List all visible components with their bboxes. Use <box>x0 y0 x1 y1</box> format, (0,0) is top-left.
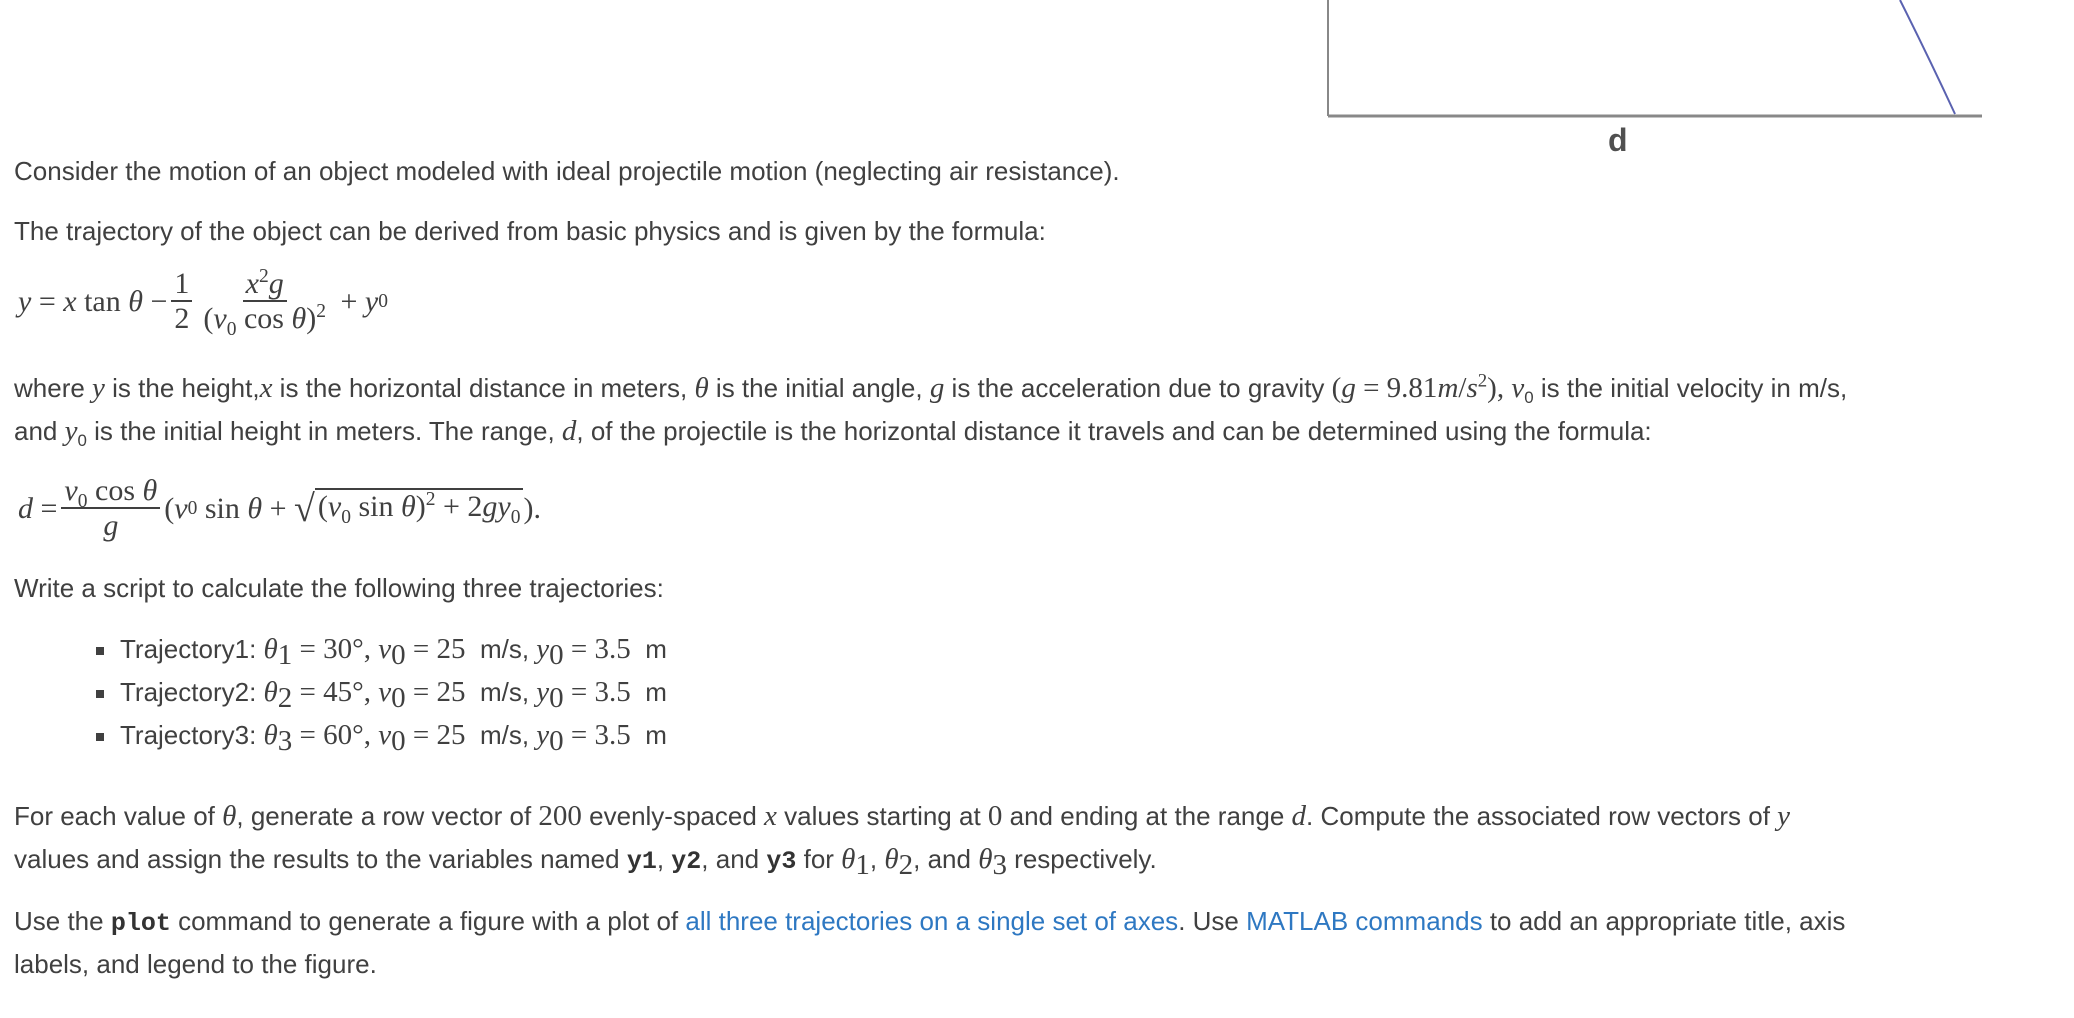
trajectory-list <box>90 628 667 757</box>
link-matlab-commands[interactable]: MATLAB commands <box>1246 906 1483 936</box>
trajectory-formula: y = x tan θ − $\frac{1}{2}$ $\frac{x^2g}{(v_0 \cos \theta)^2}$ + y 0 <box>18 266 388 340</box>
range-label-d: d <box>1608 122 1628 158</box>
trajectory-intro-paragraph: The trajectory of the object can be derived from basic physics and is given by the formula: <box>14 216 1046 246</box>
range-formula: d = $\frac{v_0 \cos \theta}{g}$ ( v 0 sin θ + √ ($v_0$ $\sin \theta)^2 + 2gy_0$ ). <box>18 474 541 542</box>
list-item: Trajectory3: $\theta_3 = 60^\circ$, $v_0 = 25$ m/s, $y_0 = 3.5$ m <box>90 714 667 757</box>
foreach-paragraph-line1: For each value of θ, generate a row vector of 200 evenly-spaced x values starting at 0 and ending at the range d. Compute the associated row vectors of y <box>14 800 1791 832</box>
script-prompt: Write a script to calculate the following three trajectories: <box>14 573 664 603</box>
where-paragraph-line1: where y is the height,x is the horizontal distance in meters, θ is the initial angle, g is the acceleration due to gravity $(g = 9.81m/s^2)$, $v_0$ is the initial velocity in m/s, <box>14 370 1848 408</box>
link-single-axes[interactable]: all three trajectories on a single set of axes <box>685 906 1179 936</box>
list-item: Trajectory2: $\theta_2 = 45^\circ$, $v_0 = 25$ m/s, $y_0 = 3.5$ m <box>90 671 667 714</box>
projectile-diagram <box>1320 0 2000 170</box>
plot-paragraph-line1: Use the plot command to generate a figure with a plot of all three trajectories on a single set of axes. Use MATLAB commands to add an appropriate title, axis <box>14 906 1846 938</box>
intro-paragraph: Consider the motion of an object modeled with ideal projectile motion (neglecting air resistance). <box>14 156 1120 186</box>
plot-command: plot <box>110 909 171 938</box>
foreach-paragraph-line2: values and assign the results to the variables named y1, y2, and y3 for $\theta_1$, $\theta_2$, and $\theta_3$ respectively. <box>14 843 1157 882</box>
diagram-trajectory-curve <box>1900 0 1955 114</box>
list-item: Trajectory1: $\theta_1 = 30^\circ$, $v_0 = 25$ m/s, $y_0 = 3.5$ m <box>90 628 667 671</box>
where-paragraph-line2: and $y_0$ is the initial height in meters. The range, d, of the projectile is the horizontal distance it travels and can be determined using the formula: <box>14 415 1652 451</box>
plot-paragraph-line2: labels, and legend to the figure. <box>14 949 377 979</box>
